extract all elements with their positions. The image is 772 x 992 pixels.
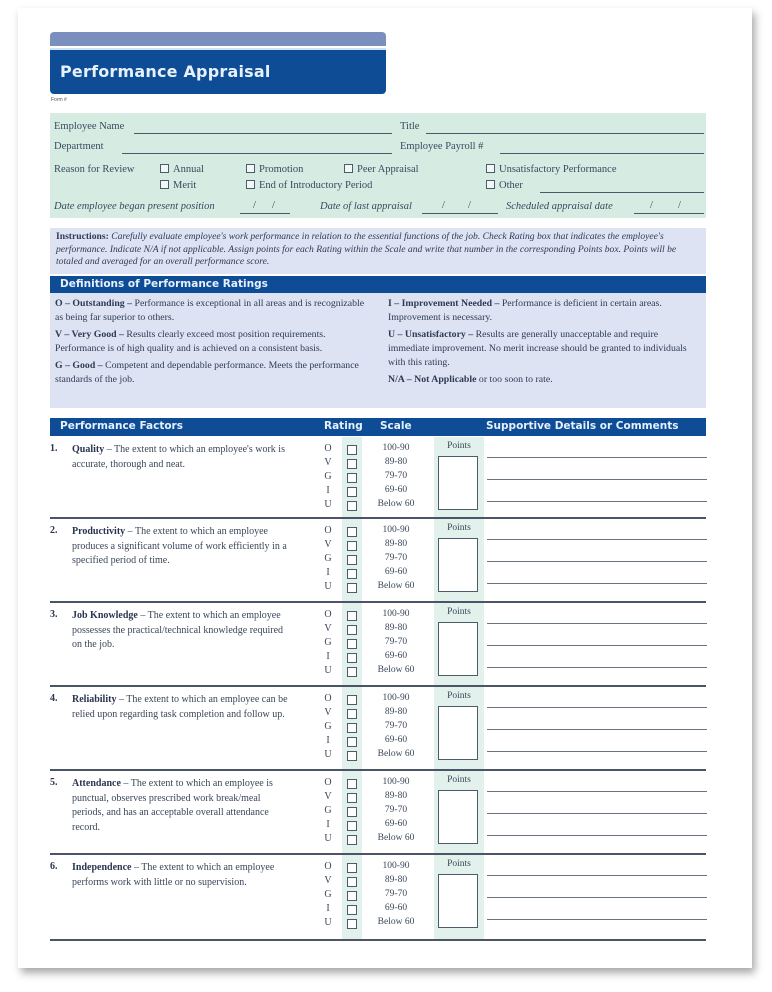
- scale-value: 100-90: [382, 861, 410, 871]
- rating-letter: U: [324, 581, 332, 592]
- rating-checkbox[interactable]: [347, 445, 357, 455]
- definition-improvement-needed: I – Improvement Needed – Performance is deficient in certain areas. Improvement is necessary.: [388, 298, 662, 323]
- points-input-box[interactable]: [438, 706, 478, 760]
- department-field[interactable]: [122, 153, 392, 154]
- checkbox-icon[interactable]: [486, 164, 495, 173]
- rating-letter: U: [324, 665, 332, 676]
- definitions-right-column: [388, 297, 700, 390]
- rating-checkbox[interactable]: [347, 709, 357, 719]
- factor-number: 1.: [50, 443, 58, 454]
- factor-description: Attendance – The extent to which an employee is punctual, observes prescribed work break/meal periods, and has an acceptable overall attendance record.: [72, 778, 273, 833]
- scale-value: 100-90: [382, 443, 410, 453]
- rating-checkbox[interactable]: [347, 821, 357, 831]
- points-label: Points: [447, 691, 471, 701]
- scale-value: 69-60: [384, 651, 408, 661]
- comment-line-field[interactable]: [487, 919, 707, 920]
- rating-letter: G: [324, 553, 332, 564]
- points-label: Points: [447, 607, 471, 617]
- instructions-text: Carefully evaluate employee's work performance in relation to the essential functions of the job. Check Rating box that indicates the employee's performance. Indicate N/A if not applicable. Assign points for each Rating within the Scale and write that number in the corresponding Points box. Points will be totaled and averaged for an overall performance score.: [56, 231, 677, 267]
- title-label: Title: [400, 121, 420, 132]
- reason-end-of-introductory[interactable]: End of Introductory Period: [246, 180, 372, 191]
- scale-value: 100-90: [382, 777, 410, 787]
- title-accent-bar: [50, 32, 386, 46]
- points-column: [434, 771, 484, 853]
- checkbox-icon[interactable]: [246, 164, 255, 173]
- reason-other[interactable]: Other: [486, 180, 523, 191]
- reason-annual[interactable]: Annual: [160, 164, 204, 175]
- title-banner: [50, 48, 386, 94]
- other-reason-field[interactable]: [540, 192, 704, 193]
- scale-value: Below 60: [377, 749, 415, 759]
- scale-value: 79-70: [384, 471, 408, 481]
- rating-letter: V: [324, 623, 332, 634]
- rating-letter: U: [324, 917, 332, 928]
- rating-checkbox[interactable]: [347, 877, 357, 887]
- scale-value: Below 60: [377, 917, 415, 927]
- scale-value: 69-60: [384, 903, 408, 913]
- rating-letter: I: [326, 651, 330, 662]
- employee-name-field[interactable]: [134, 133, 392, 134]
- rating-checkbox[interactable]: [347, 751, 357, 761]
- comment-line-field[interactable]: [487, 729, 707, 730]
- factor-description: Independence – The extent to which an employee performs work with little or no supervision.: [72, 862, 275, 888]
- factor-row: [50, 603, 706, 687]
- employee-name-label: Employee Name: [54, 121, 125, 132]
- payroll-label: Employee Payroll #: [400, 141, 484, 152]
- factor-description: Reliability – The extent to which an employee can be relied upon regarding task completion and follow up.: [72, 694, 288, 720]
- scale-value: 89-80: [384, 457, 408, 467]
- rating-letter: G: [324, 721, 332, 732]
- rating-letter: O: [324, 525, 332, 536]
- rating-checkbox[interactable]: [347, 541, 357, 551]
- scale-value: 100-90: [382, 609, 410, 619]
- points-column: [434, 687, 484, 769]
- instructions-panel: [50, 228, 706, 274]
- points-label: Points: [447, 859, 471, 869]
- rating-letter: V: [324, 791, 332, 802]
- definition-outstanding: O – Outstanding – Performance is exceptional in all areas and is recognizable as being far superior to others.: [55, 298, 365, 323]
- scale-value: Below 60: [377, 499, 415, 509]
- comment-line-field[interactable]: [487, 813, 707, 814]
- factor-number: 3.: [50, 609, 58, 620]
- date-last-appraisal-field[interactable]: [422, 213, 498, 214]
- comment-line-field[interactable]: [487, 457, 707, 458]
- scale-value: 79-70: [384, 553, 408, 563]
- rating-letter: U: [324, 749, 332, 760]
- points-label: Points: [447, 775, 471, 785]
- definition-good: G – Good – Competent and dependable performance. Meets the performance standards of the job.: [55, 360, 359, 385]
- rating-letter: I: [326, 819, 330, 830]
- rating-checkbox[interactable]: [347, 639, 357, 649]
- header-rating: Rating: [324, 420, 363, 432]
- rating-checkbox[interactable]: [347, 625, 357, 635]
- points-input-box[interactable]: [438, 874, 478, 928]
- points-column: [434, 519, 484, 601]
- page-title: Performance Appraisal: [60, 62, 271, 81]
- points-column: [434, 603, 484, 685]
- date-began-field[interactable]: [240, 213, 290, 214]
- reason-for-review-label: Reason for Review: [54, 164, 135, 175]
- definition-very-good: V – Very Good – Results clearly exceed most position requirements. Performance is of high quality and is achieved on a consistent basis.: [55, 329, 326, 354]
- comment-line-field[interactable]: [487, 583, 707, 584]
- date-last-appraisal-label: Date of last appraisal: [320, 201, 412, 212]
- scale-value: 69-60: [384, 735, 408, 745]
- scale-value: 69-60: [384, 485, 408, 495]
- rating-letter: O: [324, 693, 332, 704]
- comment-line-field[interactable]: [487, 835, 707, 836]
- comment-line-field[interactable]: [487, 479, 707, 480]
- definitions-left-column: [55, 297, 365, 390]
- department-label: Department: [54, 141, 104, 152]
- points-column: [434, 437, 484, 517]
- rating-checkbox[interactable]: [347, 779, 357, 789]
- rating-checkbox[interactable]: [347, 611, 357, 621]
- rating-checkbox[interactable]: [347, 501, 357, 511]
- date-began-label: Date employee began present position: [54, 201, 215, 212]
- rating-checkbox[interactable]: [347, 527, 357, 537]
- factor-description: Productivity – The extent to which an employee produces a significant volume of work efficiently in a specified period of time.: [72, 526, 287, 566]
- form-id: Form #: [51, 97, 67, 103]
- employee-info-panel: Employee Name Title Department Employee Payroll # Reason for Review Annual Promotion Peer Appraisal Unsatisfactory Performance Merit End of Introductory Period Other Date employee began present position / / Date of last appraisal / / Scheduled appraisal date / /: [50, 113, 706, 218]
- factors-table-header: [50, 418, 706, 436]
- points-label: Points: [447, 523, 471, 533]
- checkbox-icon[interactable]: [160, 164, 169, 173]
- header-comments: Supportive Details or Comments: [486, 420, 679, 432]
- reason-promotion[interactable]: Promotion: [246, 164, 303, 175]
- scale-value: 79-70: [384, 889, 408, 899]
- comment-line-field[interactable]: [487, 875, 707, 876]
- rating-letter: V: [324, 875, 332, 886]
- payroll-field[interactable]: [500, 153, 704, 154]
- points-column: [434, 855, 484, 939]
- comment-line-field[interactable]: [487, 791, 707, 792]
- instructions-label: Instructions:: [56, 231, 109, 242]
- definition-unsatisfactory: U – Unsatisfactory – Results are generally unacceptable and require immediate improvement. No merit increase should be granted to individuals with this rating.: [388, 329, 687, 368]
- comment-line-field[interactable]: [487, 561, 707, 562]
- factor-description: Job Knowledge – The extent to which an employee possesses the practical/technical knowledge required on the job.: [72, 610, 284, 650]
- title-field[interactable]: [426, 133, 704, 134]
- rating-checkbox[interactable]: [347, 919, 357, 929]
- definitions-panel: [50, 293, 706, 408]
- comment-line-field[interactable]: [487, 707, 707, 708]
- scheduled-appraisal-label: Scheduled appraisal date: [506, 201, 613, 212]
- scale-value: Below 60: [377, 665, 415, 675]
- scale-value: Below 60: [377, 833, 415, 843]
- rating-checkbox[interactable]: [347, 807, 357, 817]
- reason-peer-appraisal[interactable]: Peer Appraisal: [344, 164, 419, 175]
- rating-letter: G: [324, 471, 332, 482]
- rating-letter: G: [324, 805, 332, 816]
- points-input-box[interactable]: [438, 456, 478, 510]
- rating-letter: U: [324, 833, 332, 844]
- definitions-header: Definitions of Performance Ratings: [50, 276, 706, 293]
- rating-letter: O: [324, 861, 332, 872]
- rating-letter: I: [326, 567, 330, 578]
- scale-value: 100-90: [382, 525, 410, 535]
- scale-value: Below 60: [377, 581, 415, 591]
- scale-value: 89-80: [384, 875, 408, 885]
- factor-row: [50, 771, 706, 855]
- scale-value: 89-80: [384, 791, 408, 801]
- rating-letter: G: [324, 889, 332, 900]
- rating-checkbox[interactable]: [347, 905, 357, 915]
- rating-letter: V: [324, 457, 332, 468]
- comment-line-field[interactable]: [487, 623, 707, 624]
- comment-line-field[interactable]: [487, 667, 707, 668]
- points-label: Points: [447, 441, 471, 451]
- factor-number: 4.: [50, 693, 58, 704]
- factor-row: [50, 855, 706, 941]
- rating-letter: O: [324, 443, 332, 454]
- comment-line-field[interactable]: [487, 751, 707, 752]
- factor-number: 2.: [50, 525, 58, 536]
- rating-checkbox[interactable]: [347, 863, 357, 873]
- factor-number: 6.: [50, 861, 58, 872]
- rating-checkbox[interactable]: [347, 695, 357, 705]
- rating-checkbox[interactable]: [347, 737, 357, 747]
- rating-checkbox[interactable]: [347, 891, 357, 901]
- scale-value: 79-70: [384, 805, 408, 815]
- rating-checkbox[interactable]: [347, 723, 357, 733]
- header-scale: Scale: [380, 420, 412, 432]
- scale-value: 79-70: [384, 637, 408, 647]
- definition-not-applicable: N/A – Not Applicable or too soon to rate.: [388, 374, 553, 385]
- rating-checkbox[interactable]: [347, 793, 357, 803]
- rating-checkbox[interactable]: [347, 653, 357, 663]
- scale-value: 89-80: [384, 707, 408, 717]
- rating-checkbox[interactable]: [347, 459, 357, 469]
- rating-letter: G: [324, 637, 332, 648]
- rating-checkbox[interactable]: [347, 835, 357, 845]
- rating-checkbox[interactable]: [347, 667, 357, 677]
- rating-letter: O: [324, 777, 332, 788]
- scale-value: 79-70: [384, 721, 408, 731]
- checkbox-icon[interactable]: [486, 180, 495, 189]
- comment-line-field[interactable]: [487, 501, 707, 502]
- checkbox-icon[interactable]: [246, 180, 255, 189]
- checkbox-icon[interactable]: [344, 164, 353, 173]
- factor-row: [50, 437, 706, 519]
- rating-letter: U: [324, 499, 332, 510]
- points-input-box[interactable]: [438, 538, 478, 592]
- rating-checkbox[interactable]: [347, 583, 357, 593]
- rating-letter: I: [326, 485, 330, 496]
- scale-value: 69-60: [384, 819, 408, 829]
- reason-merit[interactable]: Merit: [160, 180, 196, 191]
- checkbox-icon[interactable]: [160, 180, 169, 189]
- rating-checkbox[interactable]: [347, 569, 357, 579]
- comment-line-field[interactable]: [487, 897, 707, 898]
- scale-value: 69-60: [384, 567, 408, 577]
- reason-unsatisfactory[interactable]: Unsatisfactory Performance: [486, 164, 617, 175]
- factor-number: 5.: [50, 777, 58, 788]
- rating-letter: I: [326, 735, 330, 746]
- points-input-box[interactable]: [438, 622, 478, 676]
- factor-row: [50, 687, 706, 771]
- comment-line-field[interactable]: [487, 539, 707, 540]
- rating-letter: O: [324, 609, 332, 620]
- rating-letter: V: [324, 539, 332, 550]
- header-performance-factors: Performance Factors: [60, 420, 183, 432]
- scale-value: 100-90: [382, 693, 410, 703]
- rating-letter: I: [326, 903, 330, 914]
- rating-checkbox[interactable]: [347, 487, 357, 497]
- rating-checkbox[interactable]: [347, 473, 357, 483]
- points-input-box[interactable]: [438, 790, 478, 844]
- rating-letter: V: [324, 707, 332, 718]
- rating-checkbox[interactable]: [347, 555, 357, 565]
- comment-line-field[interactable]: [487, 645, 707, 646]
- factor-description: Quality – The extent to which an employee's work is accurate, thorough and neat.: [72, 444, 285, 470]
- scale-value: 89-80: [384, 623, 408, 633]
- scale-value: 89-80: [384, 539, 408, 549]
- factor-row: [50, 519, 706, 603]
- scheduled-appraisal-field[interactable]: [634, 213, 704, 214]
